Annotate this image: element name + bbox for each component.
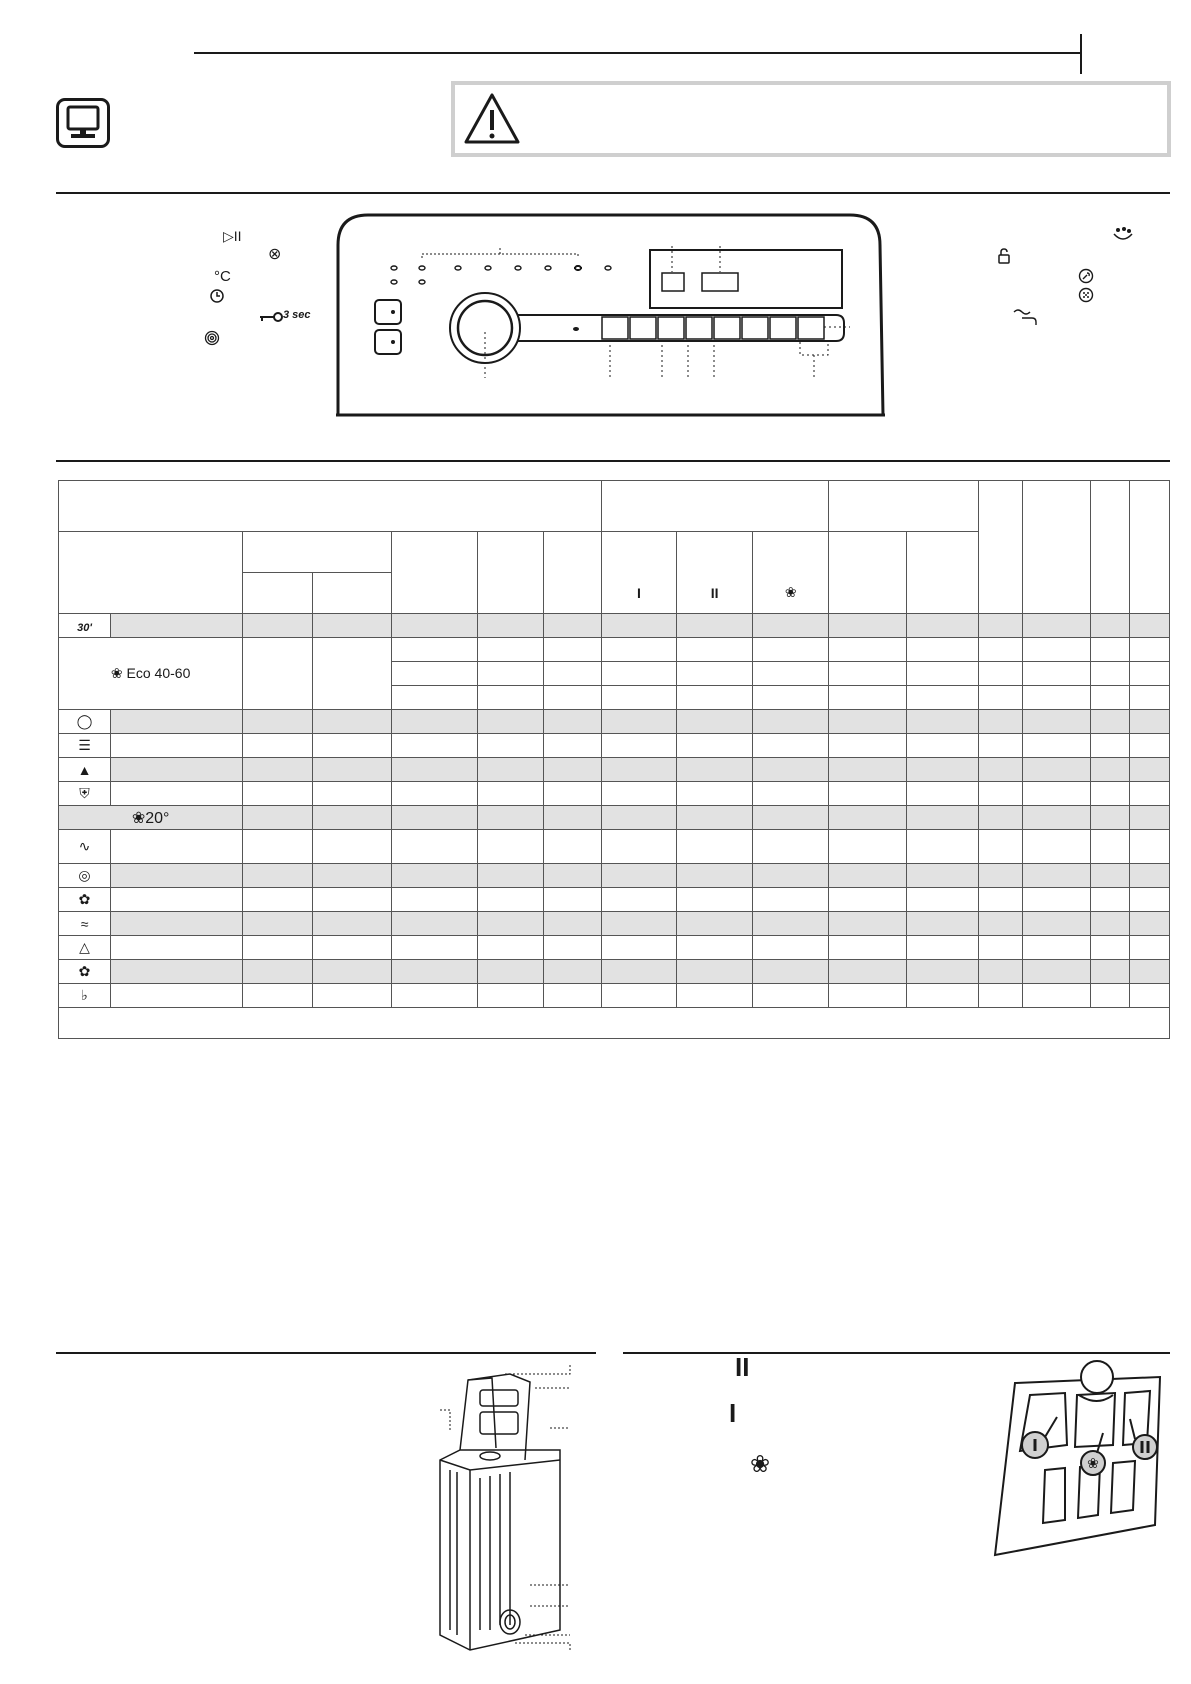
rinse-spin-icon: ∿ — [59, 830, 111, 864]
compartment-i-label: I — [729, 1398, 737, 1428]
programme-table — [58, 480, 1170, 1039]
table-header-row-1 — [59, 481, 1170, 532]
top-rule — [194, 52, 1080, 54]
delicates-icon: ≈ — [59, 912, 111, 936]
dose-header-ii: II — [677, 573, 753, 614]
table-row — [59, 864, 1170, 888]
section-rule-1 — [56, 192, 1170, 194]
section-rule-2 — [56, 460, 1170, 462]
top-rule-end — [1080, 34, 1082, 74]
table-row — [59, 614, 1170, 638]
dose-icon — [1112, 226, 1134, 249]
quick-30-icon: 30' — [59, 614, 111, 638]
options-icon — [1078, 287, 1094, 308]
spin-drain-icon: ◎ — [59, 864, 111, 888]
bottom-left-rule — [56, 1352, 596, 1354]
dose-header-flower: ❀ — [753, 573, 829, 614]
detergent-drawer-drawing — [985, 1355, 1165, 1565]
rinse-icon — [1012, 306, 1038, 331]
dose-header-i: I — [601, 573, 676, 614]
delay-clock-icon — [209, 288, 225, 309]
eco-40-60-label: ❀ Eco 40-60 — [59, 638, 243, 710]
unlock-icon — [997, 248, 1011, 269]
table-row — [59, 936, 1170, 960]
table-row — [59, 638, 1170, 662]
eco-leaf-icon: ❀ — [110, 665, 123, 681]
cancel-icon: ⊗ — [268, 246, 282, 263]
warning-box — [451, 81, 1171, 157]
table-row — [59, 888, 1170, 912]
washing-machine-drawing — [430, 1360, 580, 1660]
compartment-ii-label: II — [735, 1352, 750, 1382]
warning-triangle-icon — [463, 92, 521, 146]
start-pause-icon: ▷II — [223, 228, 242, 244]
table-footer-row — [59, 1008, 1170, 1039]
key-lock-icon — [260, 310, 284, 328]
table-row — [59, 710, 1170, 734]
cotton-icon: ✿ — [59, 960, 111, 984]
table-row — [59, 912, 1170, 936]
lock-duration-label: 3 sec — [283, 309, 311, 321]
stain-icon: ◯ — [59, 710, 111, 734]
wool-icon: ✿ — [59, 888, 111, 912]
hygiene-icon: ⛨ — [59, 782, 111, 806]
table-row — [59, 984, 1170, 1008]
table-row — [59, 734, 1170, 758]
mixed-icon: ☰ — [59, 734, 111, 758]
table-row — [59, 758, 1170, 782]
svg-text:❀: ❀ — [1087, 1456, 1099, 1472]
monitor-icon — [56, 98, 110, 148]
control-panel-drawing — [330, 210, 890, 420]
synthetic-icon: ▲ — [59, 758, 111, 782]
table-row — [59, 806, 1170, 830]
temperature-icon: °C — [214, 268, 231, 285]
eco-20-icon: ❀ — [131, 809, 146, 827]
table-row — [59, 960, 1170, 984]
spin-icon — [204, 330, 220, 351]
table-row — [59, 830, 1170, 864]
table-row — [59, 782, 1170, 806]
silk-icon: △ — [59, 936, 111, 960]
service-icon — [1078, 268, 1094, 289]
baby-icon: ♭ — [59, 984, 111, 1008]
compartment-flower-icon: ❀ — [750, 1451, 771, 1478]
bottom-right-rule — [623, 1352, 1170, 1354]
eco-20-label: ❀20° — [59, 806, 243, 830]
